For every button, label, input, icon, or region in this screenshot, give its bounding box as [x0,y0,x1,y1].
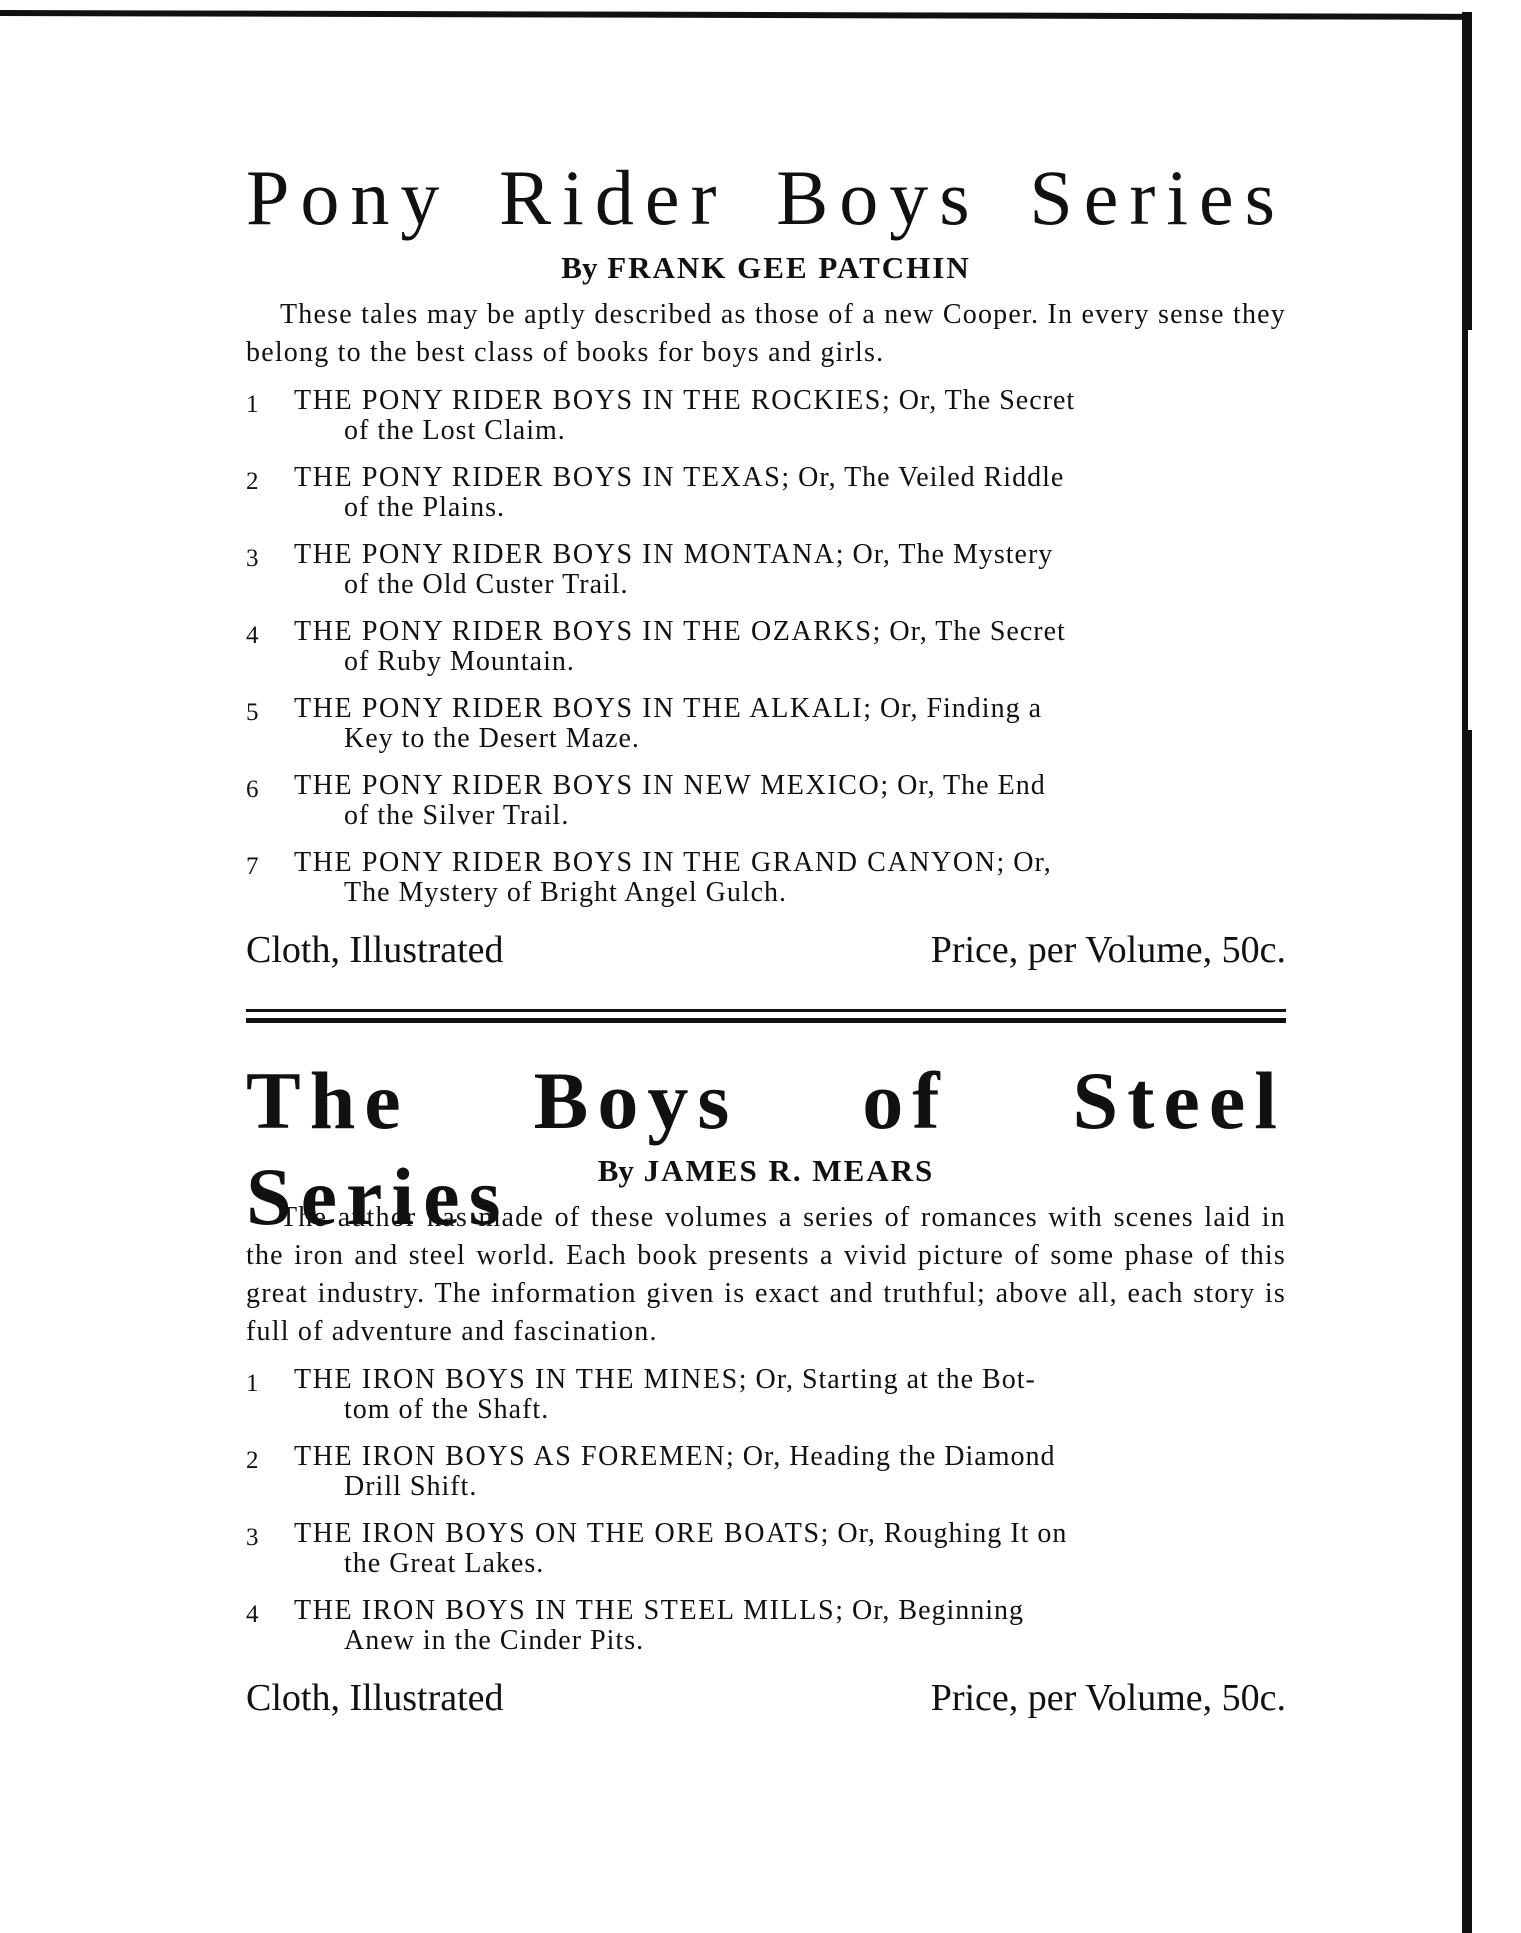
book-number: 5 [246,699,260,726]
book-subtitle-start: ; Or, Starting at the Bot- [738,1364,1036,1395]
list-item [246,1596,1286,1656]
list-item [246,1442,1286,1502]
book-number: 3 [246,545,260,572]
book-number: 1 [246,391,260,418]
book-subtitle-start: ; Or, The Secret [881,385,1076,416]
binding-label: Cloth, Illustrated [246,929,504,971]
book-subtitle-end: of the Lost Claim. [344,415,566,446]
book-number: 4 [246,622,260,649]
price-label: Price, per Volume, 50c. [930,1677,1286,1719]
book-list [246,386,1286,908]
book-title: THE PONY RIDER BOYS IN TEXAS [294,462,782,493]
book-number: 2 [246,468,260,495]
book-number: 7 [246,853,260,880]
list-item [246,540,1286,600]
book-subtitle-start: ; Or, The Secret [872,616,1066,647]
book-subtitle-end: the Great Lakes. [344,1548,545,1579]
book-list [246,1365,1286,1656]
book-subtitle-start: ; Or, Heading the Diamond [726,1441,1056,1472]
book-subtitle-end: Key to the Desert Maze. [344,723,640,754]
book-subtitle-end: of the Silver Trail. [344,800,570,831]
book-subtitle-end: Drill Shift. [344,1471,478,1502]
list-item [246,1519,1286,1579]
series-section-pony-rider [246,150,1286,975]
byline-prefix: By [597,1153,634,1188]
author-name: FRANK GEE PATCHIN [607,250,971,285]
book-title: THE IRON BOYS IN THE MINES [294,1364,739,1395]
book-subtitle-start: ; Or, The Mystery [835,539,1054,570]
list-item [246,771,1286,831]
book-subtitle-start: ; Or, Beginning [835,1595,1025,1626]
list-item [246,386,1286,446]
book-subtitle-start: ; Or, The End [880,770,1046,801]
book-subtitle-end: of the Old Custer Trail. [344,569,629,600]
series-description: These tales may be aptly described as those of a new Cooper. In every sense they belong to the best class of books for boys and girls. [246,299,1286,368]
series-title: Pony Rider Boys Series [246,154,1286,241]
series-title: The Boys of Steel Series [246,1055,1286,1242]
series-byline [246,250,1286,286]
top-border-rule [0,10,1470,20]
book-subtitle-end: The Mystery of Bright Angel Gulch. [344,877,788,908]
advertisement-page [246,150,1286,1723]
book-subtitle-end: Anew in the Cinder Pits. [344,1625,645,1656]
price-label: Price, per Volume, 50c. [930,929,1286,971]
book-title: THE PONY RIDER BOYS IN NEW MEXICO [294,770,881,801]
binding-label: Cloth, Illustrated [246,1677,504,1719]
list-item [246,463,1286,523]
book-title: THE PONY RIDER BOYS IN THE ALKALI [294,693,864,724]
list-item [246,617,1286,677]
right-edge-border [1462,12,1472,1933]
list-item [246,848,1286,908]
book-title: THE IRON BOYS ON THE ORE BOATS [294,1518,821,1549]
book-title: THE IRON BOYS AS FOREMEN [294,1441,726,1472]
book-number: 6 [246,776,260,803]
book-title: THE PONY RIDER BOYS IN THE ROCKIES [294,385,882,416]
book-number: 3 [246,1524,260,1551]
book-subtitle-start: ; Or, Roughing It on [820,1518,1068,1549]
price-row [246,1673,1286,1723]
price-row [246,925,1286,975]
book-number: 4 [246,1601,260,1628]
book-title: THE PONY RIDER BOYS IN THE OZARKS [294,616,873,647]
list-item [246,1365,1286,1425]
book-subtitle-end: tom of the Shaft. [344,1394,550,1425]
book-subtitle-start: ; Or, Finding a [863,693,1042,724]
book-subtitle-start: ; Or, [996,847,1052,878]
book-title: THE IRON BOYS IN THE STEEL MILLS [294,1595,836,1626]
series-section-boys-of-steel [246,1053,1286,1723]
book-title: THE PONY RIDER BOYS IN MONTANA [294,539,836,570]
right-edge-gap [1468,330,1473,730]
book-subtitle-start: ; Or, The Veiled Riddle [781,462,1065,493]
author-name: JAMES R. MEARS [643,1153,935,1188]
byline-prefix: By [561,250,598,285]
series-description: The author has made of these volumes a series of romances with scenes laid in the iron and steel world. Each book presents a vivid picture of some phase of this great industry. The information given is exact and truthful; above all, each story is full of adventure and fascination. [246,1202,1286,1347]
book-subtitle-end: of Ruby Mountain. [344,646,575,677]
book-number: 2 [246,1447,260,1474]
book-subtitle-end: of the Plains. [344,492,505,523]
list-item [246,694,1286,754]
section-divider [246,1009,1286,1023]
book-title: THE PONY RIDER BOYS IN THE GRAND CANYON [294,847,997,878]
book-number: 1 [246,1370,260,1397]
